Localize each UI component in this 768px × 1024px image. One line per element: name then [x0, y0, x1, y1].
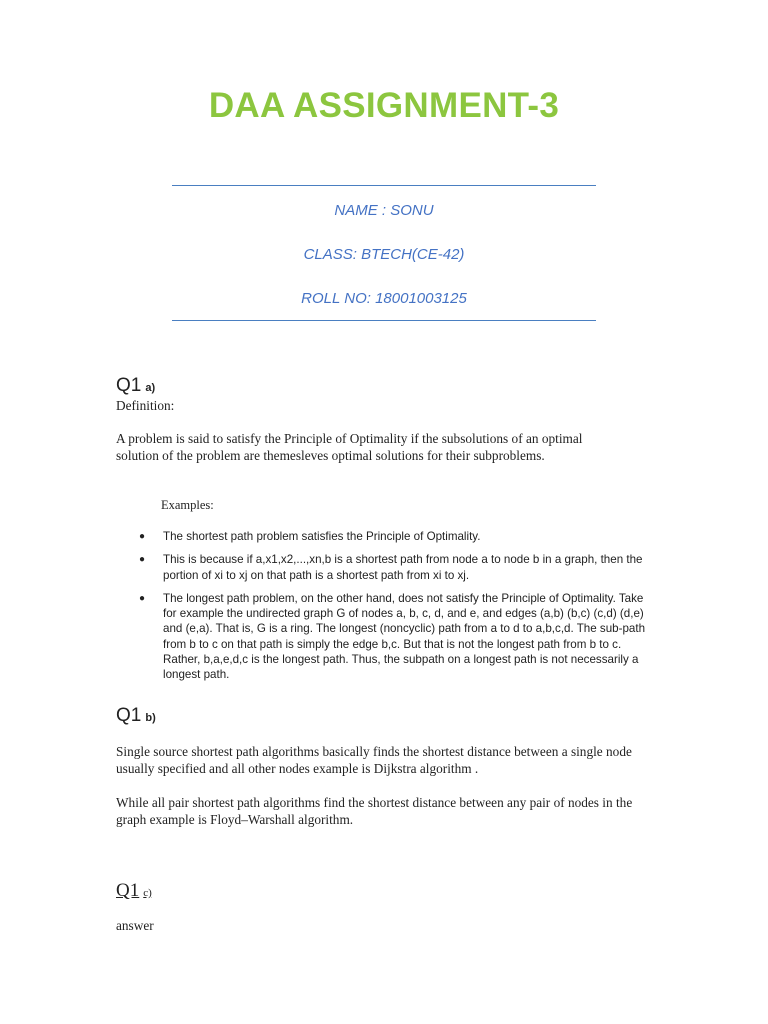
examples-list [137, 529, 657, 691]
list-item [137, 529, 657, 544]
q1b-sublabel: b) [145, 712, 156, 724]
list-item-text: The shortest path problem satisfies the Principle of Optimality. [163, 530, 481, 543]
single-source-paragraph: Single source shortest path algorithms basically finds the shortest distance between a single node usually specified and all other nodes example is Dijkstra algorithm . [116, 744, 632, 776]
q1a-sublabel: a) [145, 382, 156, 394]
examples-label: Examples: [161, 498, 214, 512]
q1b-label: Q1 [116, 705, 142, 726]
all-pairs-paragraph: While all pair shortest path algorithms find the shortest distance between any pair of nodes in the graph example is Floyd–Warshall algorithm. [116, 795, 633, 827]
q1a-label: Q1 [116, 375, 142, 396]
q1c-sublabel: c) [143, 887, 152, 899]
q1c-heading [116, 880, 152, 904]
document-title: DAA ASSIGNMENT-3 [208, 86, 560, 125]
list-item-text: The longest path problem, on the other hand, does not satisfy the Principle of Optimality. Take for example the undirected graph G of nodes a, b, c, d, and e, and edges (a,b) (b,c) (c,d) (d,e) and (e,a). That is, G is a ring. The longest (noncyclic) path from a to d to a,b,c,d. The sub-path from b to c on that path is simply the edge b,c. But that is not the longest path from b to c. Rather, b,a,e,d,c is the longest path. Thus, the subpath on a longest path is not necessarily a longest path. [163, 591, 646, 682]
header-bottom-rule [172, 320, 596, 321]
student-name: NAME : SONU [334, 202, 434, 219]
list-item [137, 591, 657, 683]
student-roll-number: ROLL NO: 18001003125 [301, 290, 467, 307]
definition-text: A problem is said to satisfy the Principle of Optimality if the subsolutions of an optimal solution of the problem are themesleves optimal solutions for their subproblems. [116, 431, 583, 463]
list-item [137, 552, 657, 583]
bullet-icon: ● [139, 554, 146, 566]
q1b-heading [116, 705, 156, 729]
q1c-answer: answer [116, 918, 154, 933]
q1c-label: Q1 [116, 880, 140, 901]
bullet-icon: ● [139, 592, 146, 604]
definition-label: Definition: [116, 398, 175, 413]
list-item-text: This is because if a,x1,x2,...,xn,b is a shortest path from node a to node b in a graph, then the portion of xi to xj on that path is a shortest path from xi to xj. [163, 553, 643, 582]
q1a-heading [116, 375, 155, 399]
header-top-rule [172, 185, 596, 186]
bullet-icon: ● [139, 531, 146, 542]
student-class: CLASS: BTECH(CE-42) [303, 246, 465, 263]
